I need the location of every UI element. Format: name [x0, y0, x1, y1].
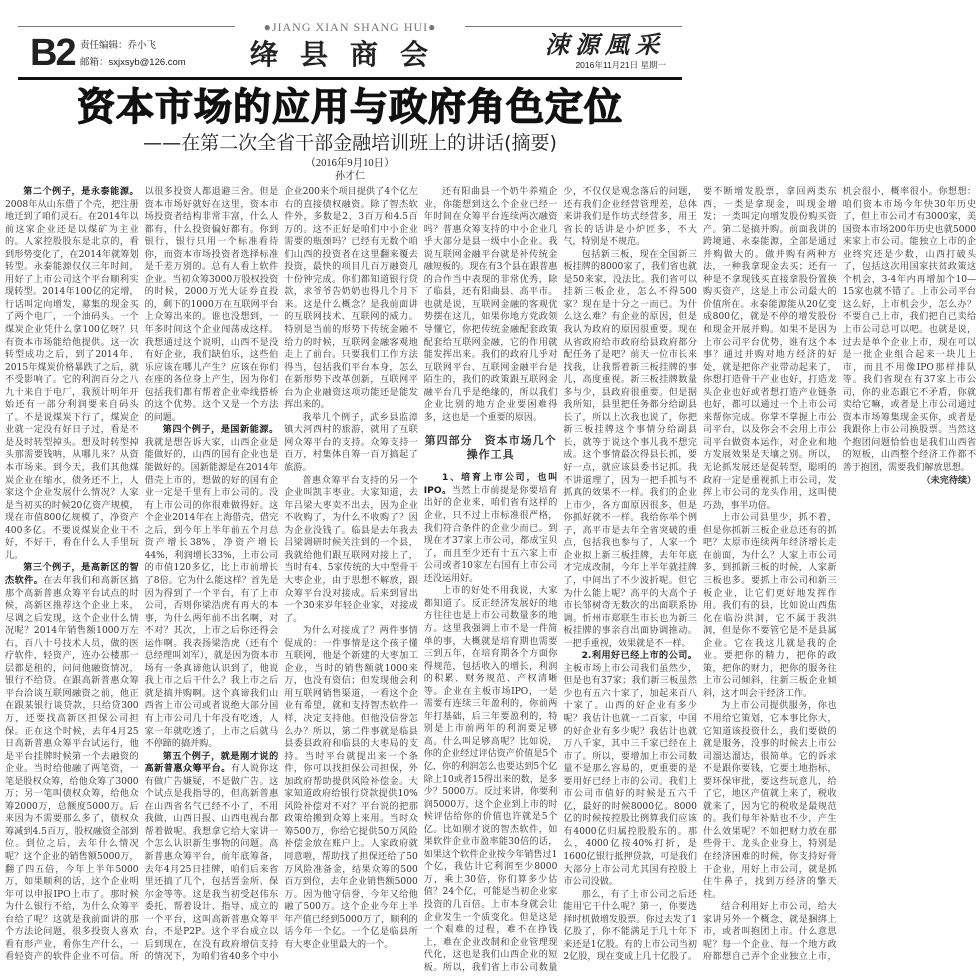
article-paragraph: [284, 412, 418, 475]
article-paragraph: [424, 472, 558, 585]
section-name: 绛县商会: [249, 38, 450, 71]
brand-logo: 涑源風采: [545, 30, 665, 59]
editor-email: 邮箱：sxjxsyb@126.com: [80, 57, 186, 68]
paragraph-text: 我举几个例子，武乡县监漳镇大河西村的旅游，就用了互联网众筹平台的支持。众筹支持一百万，村集体自筹一百万搞起了旅游。: [284, 412, 418, 474]
section-heading: 第四部分 资本市场几个操作工具: [424, 434, 557, 462]
issue-date: 2016年11月21日 星期一: [575, 60, 666, 70]
paragraph-lead: 第三个例子，是高新区的智杰软件。: [5, 563, 139, 586]
paragraph-lead: 1、培育上市公司，也叫IPO。: [423, 473, 558, 496]
article-paragraph: [563, 650, 697, 888]
article-paragraph: [703, 700, 837, 901]
paragraph-text: 结合利用好上市公司，给大家讲另外一个概念，就是捆绑上市，或者叫抱团上市。什么意思呢？每一个企业、每一个地方政府都想自己弄个企业独立上市，机会很小，概率很小。你想想：咱们资本市场今年快30年历史了，但上市公司才有3000家，美国资本市场200年历史也就5000来家上市公司。能独立上市的企业终究还是少数，山西打破头了，包括这次用国家扶贫政策这个机会，3-4年内再增加个10—15家也就不错了。上市公司平台这么好，上市机会少，怎么办？不要自己上市，我们把自己卖给上市公司总可以吧。也就是说，过去是单个企业上市，现在可以是一批企业组合起来一块儿上市，而且不用像IPO那样排队等。我们省现在有37家上市公司，你的业态跟它不矛盾，你就卖给它嘛，或者是上市公司通过资本市场筹集现金买你，或者是我跟你上市公司换股票。当然这个抱团问题恰恰也是我们山西省的短板，山西整个经济工作都不善于抱团，需要我们解放思想。: [702, 187, 976, 963]
paragraph-lead: 2.利用好已经上市的公司。: [581, 651, 697, 662]
paragraph-text: 那么，有了上市公司之后还能用它干什么呢？第一，你要选择时机做增发股票。你过去发了1亿股了，你不能满足于几十年下来还是1亿股。有的上市公司当初2亿股，现在变成上几十亿股了。要不断增发股票，拿回两类东西，一类是拿现金，叫现金增发；一类叫定向增发股份购买资产。第二是搞并购。前面我讲的跨境通、永泰能源，全部是通过并购做大的。做并购有两种方法，一种我拿现金去买；还有一种是不拿现钱买直接拿股份置换购买资产，这是上市公司最大的价值所在。永泰能源能从20亿变成800亿，就是不停的增发股份和现金开展并购。如果不是因为上市公司平台优势，谁有这个本事？通过并购对地方经济的好处，就是把你产业带动起来了，你想打造骨干产业也好，打造龙头企业也好或者想打造产业链条也好，都可以通过一个上市公司来帮你完成。你掌不掌握上市公司平台，以及你会不会用上市公司平台做资本运作，对企业和地方发展效果是天壤之别。所以，无论抓发展还是促转型，聪明的政府一定是重视抓上市公司，发挥上市公司的龙头作用，这叫使巧劲，事半功倍。: [563, 187, 837, 963]
paragraph-text: 2008年从山东借了个壳，把注册地迁到了咱们灵石。在2014年以前这家企业还是以煤矿为主业的。人家控股股东是北京的，看到形势变化了，在2014年就筹划转型。永泰能源仅仅三年时间，用好了上市公司这个平台顺利实现转型。2014年100亿的定增，行话叫定向增发，募集的现金买了两个电厂，一个油码头。一个煤炭企业凭什么拿100亿呀？只有资本市场能给他提供。这一次转型成功之后，到了2014年、2015年煤炭价格暴跌了之后，就不受影响了。它的利润百分之八九十来自于电厂，我预计明年开始还有一部分利润要来自码头了。不是说煤炭下行了，煤炭企业就一定没有好日子过，看是不是及时转型掉头。想及时转型掉头那需要钱呐，从哪儿来？从资本市场来。到今天，我们其他煤炭企业在缩水，债务还不上，人家这个企业发展什么情况？人家是当初买的时候20亿资产规模，现在市值800亿规模了，净资产400多亿。不要说煤炭企业干不好，不好干，看在什么人手里玩儿。: [5, 199, 139, 561]
article-paragraph: [284, 475, 418, 626]
article-paragraph: [703, 512, 837, 700]
article-paragraph: [284, 625, 418, 951]
paragraph-lead: 第二个例子，是永泰能源。: [23, 187, 139, 197]
section-pinyin: ●JIANG XIAN SHANG HUI●: [235, 20, 465, 34]
paragraph-text: 上市的好处不用我说，大家都知道了。反正经济发展好的地方往往也是上市公司数量多的地方。这里我强调上市不是一件简单的事，大概就是培育期也需要三到五年，在培育期各个方面你得规范，包括收入的增长，利润的积累、财务规范、产权清晰等。企业在主板市场IPO，一是需要有连续三年盈利的，你前两年打基础，后三年要盈利的，特别是上市前两年的利润要足够高。什么叫足够高呢？比如说，你的企业经过评估资产价值是5个亿，你的利润怎么也要达到5个亿除上10或者15得出来的数，是多少？5000万。反过来讲，你要利润5000万，这个企业到上市的时候评估给你的价值也许就是5个亿。比如刚才说的智杰软件，如果软件企业市盈率能30倍的话，如果这个软件企业按今年销售过1个亿，我估计它利润至少8000万，乘上30倍，你们算多少估值？24个亿，可能是当初企业家投资的几百倍。上市本身就会让企业发生一个质变化。但是这是一个艰难的过程，难不在挣钱上，难在企业改制和企业管理现代化，这也是我们山西企业的短板。所以，我们省上市公司数量少，不仅仅是观念落后的问题，还有我们企业经营管理差，总体来讲我们是作坊式经营多，用王省长的话讲是小炉匠多，不大气，特别是不规范。: [423, 187, 697, 973]
editor-name: 责任编辑：乔小飞: [80, 40, 157, 51]
paragraph-text: 上市公司县里少，抓不着，但是你抓新三板企业总还有的抓吧？太原市连续两年经济增长走在前面，为什么？人家上市公司多，到抓新三板的时候，人家新三板也多。要抓上市公司和新三板企业，让它们更好地发挥作用。我们有的县，比如说山西焦化在临汾洪洞，它不属于我洪洞，但是你不要管它是不是县属企业。它在我这儿就是我的企业。要把你的精力，把你的政策，把你的财力，把你的服务往上市公司倾斜，往新三板企业倾斜，这才叫会干经济工作。: [702, 513, 837, 699]
article-subtitle: ——在第二次全省干部金融培训班上的讲话(摘要): [143, 132, 557, 154]
paragraph-text: 当然上市前提是你要培育出好的企业来，咱们省有这样的企业，只不过上市标准很严格，我们符合条件的企业少而已。到现在才37家上市公司，都成宝贝了，而且至少还有十五六家上市公司或者10家左右国有上市公司还没运用好。: [423, 485, 558, 584]
paragraph-text: 有人说你这有做广告嫌疑，不是做广告。这个试点是我指导的，但高新普惠在山西省名气已经不小了，不用我做，山西日报、山西电视台都帮着做呢。我想拿它给大家讲一个怎么认识新生事物的问题。高新普惠众筹平台，前年底筹备，去年4月25日挂牌，咱们后来省里还搞了几个，包括晋金所、保尔金等等。这是我当初受赵伟东委托，帮着设计、指导、成立的一个平台，这叫高新普惠众筹平台，不是P2P。这个平台成立以后到现在，在没有政府增信支持的情况下，为咱们省40多个中小企业200来个项目提供了4个亿左右的直接债权融资。除了智杰软件外，多数是2、3百万和4.5百万的。这不正好是咱们中小企业需要的瓶颈吗？已经有无数个咱们山西的投资者在这里翻来覆去投资，最快的项目几百万融资几十份钟完成。你们都知道银行贷款，求爷爷告奶奶也得几个月下来。这是什么概念？是我前面讲的互联网技术、互联网的威力。特别是当前的形势下传统金融不给力的时候，互联网金融客观地走上了前台。只要我们工作方法得当，包括我们平台本身，怎么在新形势下改革创新，互联网平台为企业融资这项功能还是能发挥出来的。: [144, 187, 418, 963]
paragraph-text: 包括新三板，现在全国新三板挂牌的8000家了，我们省也就是50来家，没法比。我们省可以挂新三板企业，怎么不得500家？现在是十分之一而已。为什么这么难？有企业的原因，但是我认为政府的原因很重要。现在从省政府给市政府给县政府都分配任务了是吧？前天一位市长来找我，让我帮着新三板挂牌的事儿，高度重视。新三板挂牌数量多与少，县政府很重要。但是据我所知，县里把任务都分给副县长了，所以上次我也说了，你把新三板挂牌这个事情分给副县长，就等于说这个事儿我不想完成。这个事情最次得县长抓，要好一点，就应该县委书记抓。我不讲道理了，因为一把手抓与不抓真的效果不一样。我们的企业上市少，各方面原因很多，但是你抓好就不一样。我给你举个例子，高平市是去年全省突破的重点，包括我也参与了，人家一个企业拟上新三板挂牌，去年年底才完成改制，今年上半年就挂牌了，中间出了不少波折呢。但它为什么能上呢？高平的大高个子市长邹树奇无数次的出面联系协调。忻州市郑联生市长也为新三板挂牌的事亲自出面协调推动。一把手重视，效果就是不一样。: [563, 249, 697, 649]
article-paragraph: [424, 186, 558, 424]
paragraph-text: 主板市场上市公司我们虽然少，但是也有37家；我们新三板虽然少也有五六十家了，加起来百八十家了。山西的好企业有多少呢？我估计也就一二百家，中国的好企业有多少呢？我估计也就万八千家，其中三千家已经在上市了。所以，要增加上市公司数量不是那么容易的，更重要的是要用好已经上市的公司。我们上市公司市值好的时候是五六千亿，最好的时候8000亿。8000亿的时候按控股比例算我们应该有4000亿归属控股股东的。那么，4000亿按40%打折，是1600亿银行抵押贷款，可是我们大部分上市公司尤其国有控股上市公司没做。: [563, 663, 697, 888]
paragraph-text: 还有阳曲县一个奶牛养殖企业，你能想到这么个企业已经一年时间在众筹平台连续两次融资吗？普惠众筹支持的中小企业几乎大部分是县一级中小企业。我说互联网金融平台就是补传统金融短板的。现在有3个县在跟普惠的合作当中表现的非常优秀，除了临县，还有阳曲县、高平市。也就是说，互联网金融的客观优势摆在这儿，如果你地方党政领导懂它，你把传统金融配套政策配套给互联网金融，它的作用就能发挥出来。我们的政府几乎对互联网平台、互联网金融平台是陌生的，我们的政策跟互联网金融平台几乎是绝缘的，所以我们企业比别的地方企业要困难得多，这也是一个重要的原因。: [423, 187, 558, 423]
article-title: 资本市场的应用与政府角色定位: [76, 85, 623, 129]
paragraph-text: 为什么对接成了？两件事情促成的：一件事情是这个孩子懂互联网，他是个新建的大枣加工企业，当时的销售额就1000来万，也没有资信；但发现他会利用互联网销售渠道，一看这个企业有希望，就和支持智杰软件一样，决定支持他。但他没信誉怎么办？所以，第二件事就是临县县委县政府和临县的大枣局的支持。当时平台就提出来一个条件，你可以找担保公司担保，外加政府帮助提供风险补偿金。大家知道政府给银行贷款提供10%风险补偿对不对？平台说的把那政策给搬到众筹上来用。当时众筹500万，你给它提供50万风险补偿金放在账户上。人家政府就同意啦，帮助找了担保还给了50万风险准备金，结果众筹的500百万到位，去年企业销售额5000万。因为他守信誉，今年又给他融了500万。这个企业今年上半年产值已经到5000万了，顺利的话今年一个亿。一个亿是临县所有大枣企业里最大的一个。: [284, 626, 418, 950]
editor-info: [80, 37, 186, 71]
paragraph-text: 普惠众筹平台支持的另一个企业叫凯丰枣业。大家知道，去年吕梁大枣卖不出去，因为企业不收购了，为什么不收购了？因为企业没钱了。临县是去年我去吕梁调研时候关注到的一个县，我就给他们跟互联网对接上了，当时有4、5家传统的大中型骨干大枣企业，由于思想不解放，跟众筹平台没对接成。后来到冒出一个30来岁年轻企业家，对接成了。: [284, 475, 418, 624]
paragraph-text: 为上市公司提供服务，你也不用给它策划，它本事比你大，它知道该投资什么，我们要做的就是服务，没事的时候去上市公司溜达溜达，很简单。它的诉求不是跟你要钱，它要土地指标，要环保审批，要这些玩意儿，给了它，地区产值就上来了，税收就来了，因为它的税收是最规范的。我们每年补贴也不少，产生什么效果呢？不如把财力放在那些骨干、龙头企业身上，特别是在经济困难的时候，你支持好骨干企业，用好上市公司，就是抓住牛鼻子，找到万经济的擎天柱。: [702, 701, 837, 900]
speech-date: （2016年9月10日）: [305, 158, 395, 169]
header-rule: [18, 77, 682, 80]
paragraph-text: 在去年我们和高新区搞那个高新普惠众筹平台试点的时候，高新区推荐这个企业上来，尽调之后发现，这个企业什么情况呢？2014年销售额1000万左右，百八十号技术人员，做的医疗软件，轻资产，连办公楼那一层都是租的，问问他融资情况，银行不给贷。在跟高新普惠众筹平台洽谈互联网融资之前，他正在跟某银行谈贷款，只给贷300万，还要找高新区担保公司担保。正在这个时候，去年4月25日高新普惠众筹平台试运行，他是平台挂牌时候第一个去融资的企业。当时给他融了两笔资，一笔是股权众筹，给他众筹了3000万；另一笔叫债权众筹，给他众筹2000万，总额度5000万。后来因为不需要那么多了，债权众筹减到4.5百万，股权融资全部到位。到位之后，去年什么情况呢？这个企业的销售额5000万，翻了四五倍，今年上半年5000万，如果顺利的话，这个企业明年可以申报IPO上市了。那时候为什么银行不给，为什么众筹平台给了呢？这就是我前面讲的那个方法论问题，很多投资人喜欢看有形产业，看你生产什么，一看轻资产的软件企业不可信。所以很多投资人都退避三舍。但是资本市场好就好在这里，资本市场投资者结构非常丰富，什么人都有，什么投资偏好都有。你到银行，银行只用一个标准看待你，而资本市场投资者选择标准是千差万别的。总有人看上软件企业。当初众筹3000万股权投资的时候，2000万光大证券直投的，剩下的1000万在互联网平台上众筹出来的。谁也没想到，一年多时间这个企业闯荡成这样。我想通过这个说明，山西不是没有好企业，我们缺伯乐，这些伯乐应该在哪儿产生？应该在你们在座的各位身上产生，因为你们包括我们都有帮着企业牵线搭桥的这个优势。这个又是一个方法的问题。: [5, 187, 279, 963]
to-be-continued: （未完待续）: [921, 475, 976, 486]
article-paragraph: [563, 249, 697, 651]
article-body: [5, 186, 976, 976]
paragraph-lead: 第四个例子，是国新能源。: [162, 425, 279, 436]
paragraph-lead: 第五个例子，就是刚才说的高新普惠众筹平台。: [144, 751, 279, 775]
paragraph-text: 我就是想告诉大家，山西企业是能做好的，山西的国有企业也是能做好的。国新能源是在2014年借壳上市的，想做的好的国有企业一定是千里有上市公司的。没有上市公司的你很难做得好。这个企业2014年在上海借壳，借完之后，到今年上半年前五个月总资产增长38%，净资产增长44%，利润增长33%，上市公司的市值120多亿，比上市前增长了8倍。它为什么能这样？首先是因为得到了一个平台，有了上市公司，否则你梁浩虎有再大的本事，为什么两年前不出名啊，对不对？其次，上市之后你还得会运作啊。我表扬梁浩虎（还有个总经理叫刘军），就是因为资本市场有一条真谛他认识到了，他说我上市之后干什么？我上市之后就是搞并购啊。这个真谛我们山西省上市公司或者说绝大部分国有上市公司几十年没有吃透，人家一年就吃透了，上市之后就马不停蹄的搞并购。: [144, 437, 279, 750]
article-paragraph: [5, 186, 139, 562]
page-number: B2: [30, 32, 75, 74]
article-paragraph: [145, 424, 279, 750]
author: 孙才仁: [335, 171, 365, 182]
